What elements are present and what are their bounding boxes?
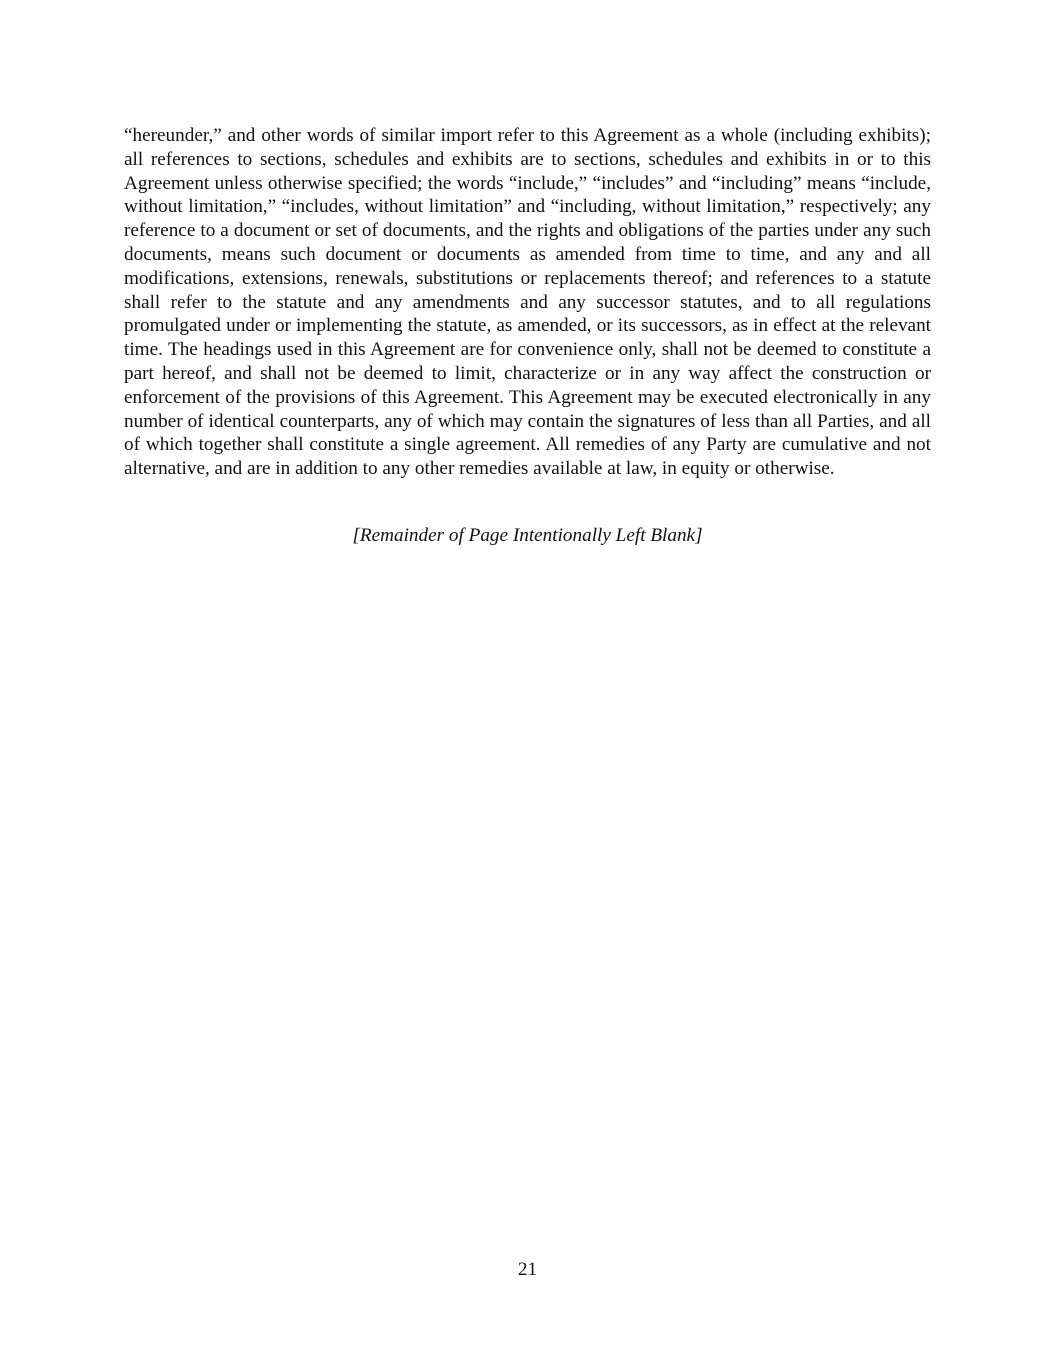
body-paragraph: “hereunder,” and other words of similar import refer to this Agreement as a whole (including exhibits); all references to sections, schedules and exhibits are to sections, schedules and exhibits in or to this Agreement unless otherwise specified; the words “include,” “includes” and “including” means “include, without limitation,” “includes, without limitation” and “including, without limitation,” respectively; any reference to a document or set of documents, and the rights and obligations of the parties under any such documents, means such document or documents as amended from time to time, and any and all modifications, extensions, renewals, substitutions or replacements thereof; and references to a statute shall refer to the statute and any amendments and any successor statutes, and to all regulations promulgated under or implementing the statute, as amended, or its successors, as in effect at the relevant time. The headings used in this Agreement are for convenience only, shall not be deemed to constitute a part hereof, and shall not be deemed to limit, characterize or in any way affect the construction or enforcement of the provisions of this Agreement. This Agreement may be executed electronically in any number of identical counterparts, any of which may contain the signatures of less than all Parties, and all of which together shall constitute a single agreement. All remedies of any Party are cumulative and not alternative, and are in addition to any other remedies available at law, in equity or otherwise. (124, 125, 931, 480)
page-number: 21 (517, 1259, 538, 1280)
remainder-blank-note: [Remainder of Page Intentionally Left Blank] (352, 525, 703, 546)
